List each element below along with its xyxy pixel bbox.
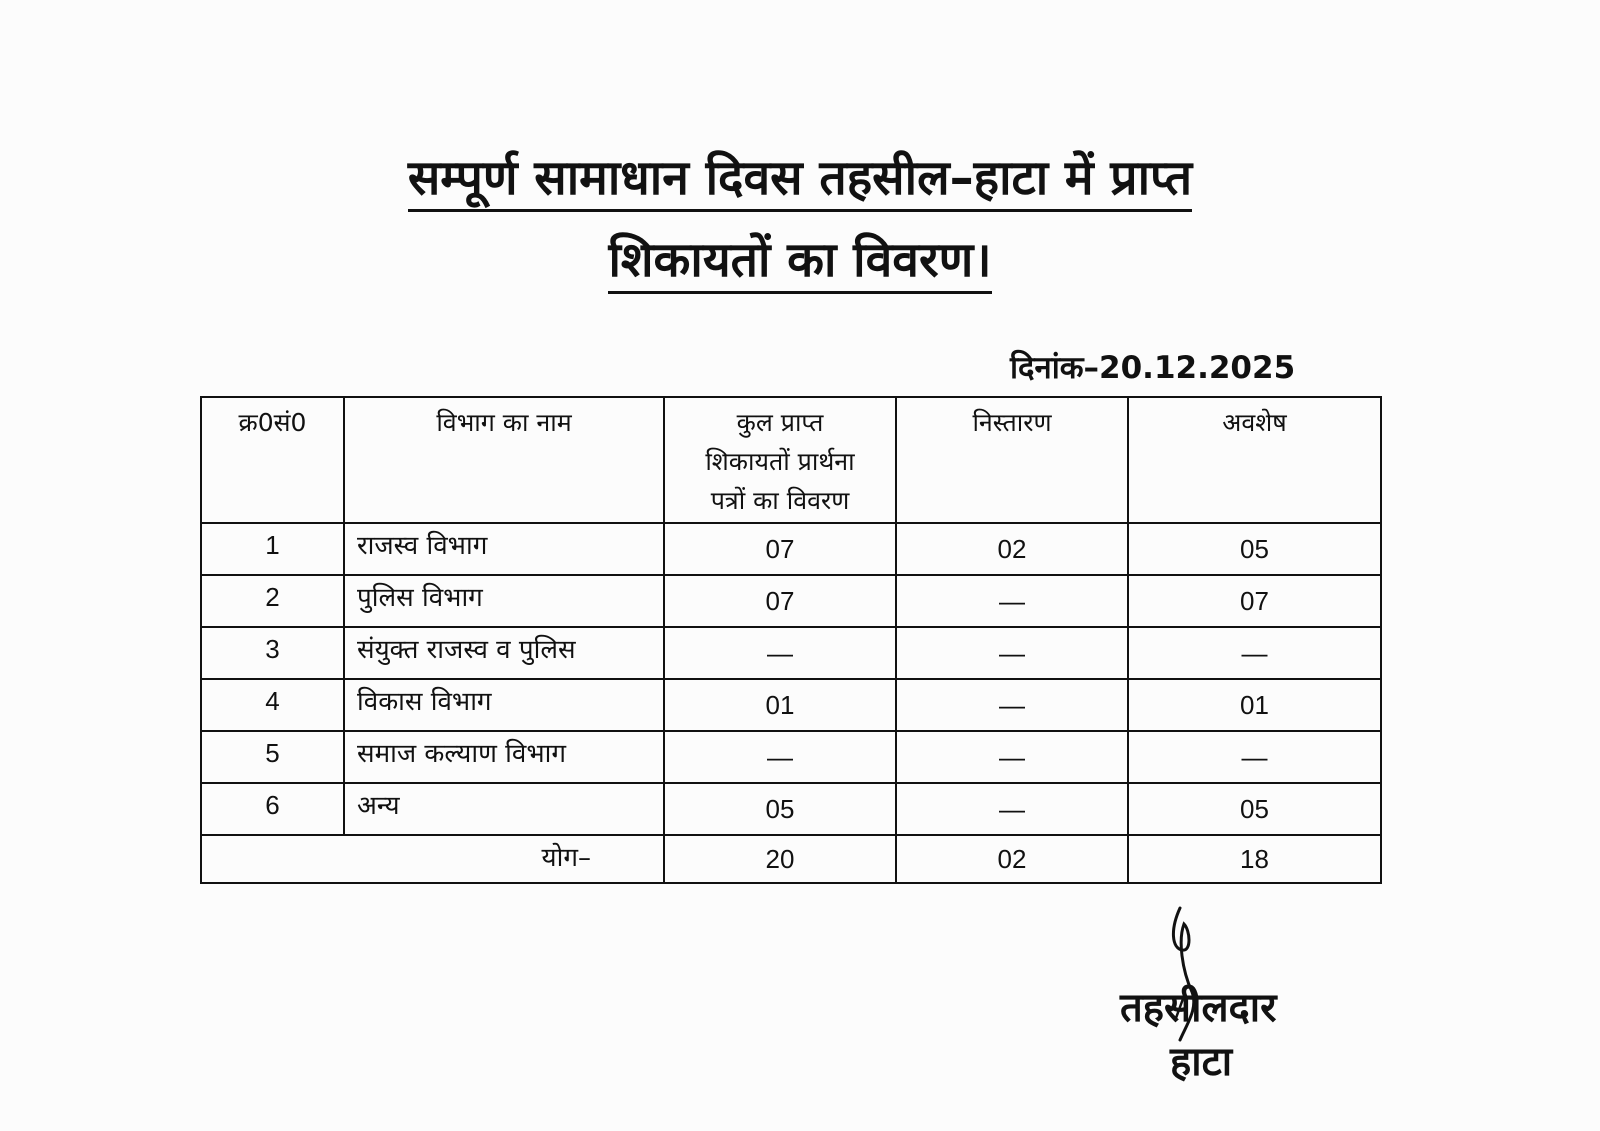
row-department: अन्य [344,783,664,835]
row-serial: 6 [201,783,344,835]
table-row [201,575,1381,627]
row-resolved: — [896,731,1128,783]
row-resolved: 02 [896,523,1128,575]
row-serial: 5 [201,731,344,783]
row-total: — [664,627,896,679]
complaints-table [200,396,1382,884]
table-total-row [201,835,1381,883]
row-total: 07 [664,575,896,627]
signature-designation: तहसीलदार [1120,985,1277,1031]
row-serial: 1 [201,523,344,575]
table-row [201,679,1381,731]
row-total: 05 [664,783,896,835]
row-total: 07 [664,523,896,575]
document-title-line1 [0,150,1600,212]
total-label: योग– [201,835,664,883]
row-resolved: — [896,575,1128,627]
table-header-row [201,397,1381,523]
total-pending: 18 [1128,835,1381,883]
row-department: समाज कल्याण विभाग [344,731,664,783]
row-total: — [664,731,896,783]
signature-block [1120,900,1380,1100]
title-line1-text: सम्पूर्ण सामाधान दिवस तहसील–हाटा में प्राप्त [408,152,1192,212]
document-date: दिनांक–20.12.2025 [1010,350,1296,386]
header-total-line2: शिकायतों प्रार्थना [705,446,855,476]
row-resolved: — [896,679,1128,731]
signature-place: हाटा [1170,1039,1233,1085]
table-row [201,627,1381,679]
row-serial: 3 [201,627,344,679]
document-title-line2 [0,232,1600,294]
row-department: संयुक्त राजस्व व पुलिस [344,627,664,679]
header-department: विभाग का नाम [344,397,664,523]
row-resolved: — [896,783,1128,835]
row-pending: — [1128,627,1381,679]
row-pending: 05 [1128,783,1381,835]
row-resolved: — [896,627,1128,679]
row-department: विकास विभाग [344,679,664,731]
row-pending: 05 [1128,523,1381,575]
title-line2-text: शिकायतों का विवरण। [608,234,991,294]
total-received: 20 [664,835,896,883]
row-serial: 4 [201,679,344,731]
total-resolved: 02 [896,835,1128,883]
row-pending: — [1128,731,1381,783]
header-total-line1: कुल प्राप्त [736,408,824,437]
row-total: 01 [664,679,896,731]
row-department: राजस्व विभाग [344,523,664,575]
row-department: पुलिस विभाग [344,575,664,627]
table-row [201,783,1381,835]
table-row [201,731,1381,783]
table-row [201,523,1381,575]
header-pending: अवशेष [1128,397,1381,523]
row-pending: 07 [1128,575,1381,627]
row-pending: 01 [1128,679,1381,731]
row-serial: 2 [201,575,344,627]
header-total-received [664,397,896,523]
header-resolved: निस्तारण [896,397,1128,523]
header-serial: क्र0सं0 [201,397,344,523]
header-total-line3: पत्रों का विवरण [710,485,850,515]
